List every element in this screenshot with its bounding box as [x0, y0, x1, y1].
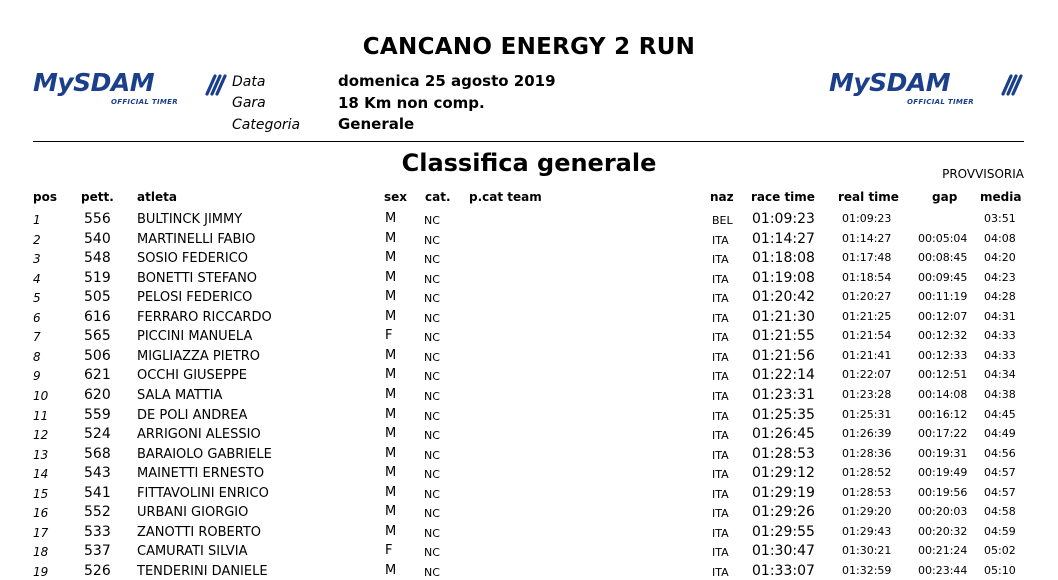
- row-naz: BEL: [712, 214, 733, 227]
- logo-swirl-icon: [203, 72, 229, 98]
- row-pos: 19: [33, 564, 49, 579]
- row-naz: ITA: [712, 292, 729, 306]
- mysdam-logo-right: [829, 70, 1029, 110]
- row-cat: NC: [424, 292, 440, 306]
- row-gap: 00:21:24: [918, 544, 968, 558]
- table-row: [0, 248, 1058, 268]
- row-cat: NC: [424, 311, 440, 325]
- table-row: [0, 522, 1058, 542]
- row-race-time: 01:29:55: [752, 523, 815, 540]
- row-media: 04:34: [984, 368, 1016, 382]
- row-sex: M: [385, 426, 397, 442]
- row-cat: NC: [424, 370, 440, 384]
- row-media: 05:10: [984, 563, 1016, 577]
- row-gap: 00:05:04: [918, 231, 968, 245]
- table-row: [0, 307, 1058, 327]
- row-cat: NC: [424, 389, 440, 403]
- row-cat: NC: [424, 233, 440, 247]
- row-pos: 1: [33, 213, 41, 227]
- row-atleta: MARTINELLI FABIO: [137, 231, 256, 247]
- row-gap: 00:08:45: [918, 251, 968, 265]
- header-divider: [33, 141, 1024, 142]
- row-real-time: 01:30:21: [842, 544, 892, 558]
- col-header-atleta: atleta: [137, 190, 177, 204]
- row-naz: ITA: [712, 546, 729, 560]
- meta-value-data: domenica 25 agosto 2019: [338, 72, 556, 90]
- row-media: 04:33: [984, 348, 1016, 362]
- row-sex: M: [385, 367, 397, 383]
- row-race-time: 01:20:42: [752, 289, 815, 306]
- row-real-time: 01:25:31: [842, 407, 892, 421]
- col-header-cat: cat.: [425, 190, 451, 204]
- logo-wordmark: MySDAM: [829, 68, 951, 97]
- row-naz: ITA: [712, 409, 729, 423]
- row-sex: M: [385, 562, 397, 578]
- row-sex: M: [385, 445, 397, 461]
- row-real-time: 01:17:48: [842, 251, 892, 265]
- row-pett: 559: [84, 406, 111, 423]
- row-sex: M: [385, 484, 397, 500]
- row-pett: 533: [84, 523, 111, 540]
- row-sex: M: [385, 230, 397, 246]
- row-race-time: 01:19:08: [752, 269, 815, 286]
- row-race-time: 01:26:45: [752, 426, 815, 443]
- row-gap: 00:17:22: [918, 427, 968, 441]
- row-atleta: TENDERINI DANIELE: [137, 563, 268, 579]
- row-pos: 12: [33, 428, 49, 443]
- row-gap: 00:12:33: [918, 348, 968, 362]
- row-media: 04:28: [984, 290, 1016, 304]
- table-row: [0, 483, 1058, 503]
- row-atleta: FITTAVOLINI ENRICO: [137, 485, 269, 501]
- row-media: 03:51: [984, 212, 1016, 225]
- row-race-time: 01:14:27: [752, 230, 815, 247]
- row-sex: M: [385, 523, 397, 539]
- row-naz: ITA: [712, 272, 729, 286]
- row-media: 04:38: [984, 387, 1016, 401]
- row-gap: 00:19:31: [918, 446, 968, 460]
- row-naz: ITA: [712, 468, 729, 482]
- row-pett: 565: [84, 328, 111, 345]
- row-sex: M: [385, 504, 397, 520]
- table-row: [0, 541, 1058, 561]
- table-row: [0, 444, 1058, 464]
- row-race-time: 01:18:08: [752, 250, 815, 267]
- row-real-time: 01:26:39: [842, 427, 892, 441]
- row-naz: ITA: [712, 311, 729, 325]
- row-gap: 00:19:56: [918, 485, 968, 499]
- row-cat: NC: [424, 272, 440, 286]
- row-sex: M: [385, 347, 397, 363]
- row-real-time: 01:09:23: [842, 212, 892, 225]
- row-pos: 13: [33, 447, 49, 462]
- row-pos: 11: [33, 408, 49, 423]
- row-naz: ITA: [712, 565, 729, 579]
- row-naz: ITA: [712, 350, 729, 364]
- row-gap: 00:12:07: [918, 309, 968, 323]
- row-media: 04:56: [984, 446, 1016, 460]
- row-sex: M: [385, 250, 397, 266]
- row-real-time: 01:18:54: [842, 270, 892, 284]
- col-header-pos: pos: [33, 190, 57, 204]
- row-real-time: 01:20:27: [842, 290, 892, 304]
- row-media: 04:45: [984, 407, 1016, 421]
- row-race-time: 01:29:19: [752, 484, 815, 501]
- row-media: 04:49: [984, 427, 1016, 441]
- row-race-time: 01:09:23: [752, 211, 815, 227]
- row-real-time: 01:28:53: [842, 485, 892, 499]
- row-naz: ITA: [712, 507, 729, 521]
- row-pos: 6: [33, 310, 41, 325]
- mysdam-logo-left: [33, 70, 233, 110]
- row-pos: 18: [33, 545, 49, 560]
- col-header-naz: naz: [710, 190, 734, 204]
- row-media: 04:57: [984, 485, 1016, 499]
- row-media: 04:59: [984, 524, 1016, 538]
- row-naz: ITA: [712, 370, 729, 384]
- row-atleta: OCCHI GIUSEPPE: [137, 368, 247, 384]
- row-pos: 7: [33, 330, 41, 345]
- row-race-time: 01:25:35: [752, 406, 815, 423]
- row-race-time: 01:23:31: [752, 386, 815, 403]
- row-gap: 00:14:08: [918, 387, 968, 401]
- row-race-time: 01:28:53: [752, 445, 815, 462]
- row-atleta: FERRARO RICCARDO: [137, 309, 272, 325]
- row-atleta: BONETTI STEFANO: [137, 270, 258, 286]
- meta-label-categoria: Categoria: [232, 117, 301, 133]
- row-gap: 00:20:03: [918, 505, 968, 519]
- row-pett: 552: [84, 504, 111, 521]
- row-atleta: PELOSI FEDERICO: [137, 290, 253, 306]
- row-race-time: 01:33:07: [752, 562, 815, 579]
- meta-label-gara: Gara: [232, 95, 266, 111]
- row-media: 04:58: [984, 505, 1016, 519]
- row-real-time: 01:22:07: [842, 368, 892, 382]
- row-sex: M: [385, 308, 397, 324]
- section-title: Classifica generale: [401, 149, 657, 177]
- col-header-race-time: race time: [751, 190, 815, 204]
- row-sex: F: [385, 543, 393, 559]
- row-media: 04:23: [984, 270, 1016, 284]
- row-cat: NC: [424, 409, 440, 423]
- row-naz: ITA: [712, 429, 729, 443]
- row-pett: 540: [84, 230, 111, 247]
- table-row: [0, 365, 1058, 385]
- row-cat: NC: [424, 526, 440, 540]
- row-pos: 14: [33, 467, 49, 482]
- row-media: 05:02: [984, 544, 1016, 558]
- row-pos: 10: [33, 388, 49, 403]
- row-naz: ITA: [712, 487, 729, 501]
- row-media: 04:33: [984, 329, 1016, 343]
- row-sex: M: [385, 289, 397, 305]
- row-real-time: 01:14:27: [842, 231, 892, 245]
- table-row: [0, 561, 1058, 580]
- row-gap: 00:16:12: [918, 407, 968, 421]
- row-gap: 00:11:19: [918, 290, 968, 304]
- row-pos: 8: [33, 349, 41, 364]
- logo-swirl-icon: [999, 72, 1025, 98]
- row-cat: NC: [424, 507, 440, 521]
- row-naz: ITA: [712, 253, 729, 267]
- row-pos: 9: [33, 369, 41, 384]
- row-race-time: 01:22:14: [752, 367, 815, 384]
- row-cat: NC: [424, 448, 440, 462]
- meta-value-gara: 18 Km non comp.: [338, 94, 485, 112]
- row-sex: M: [385, 465, 397, 481]
- row-cat: NC: [424, 487, 440, 501]
- meta-label-data: Data: [232, 74, 266, 90]
- status-badge: PROVVISORIA: [942, 167, 1024, 181]
- col-header-media: media: [980, 190, 1022, 204]
- row-pett: 556: [84, 211, 111, 227]
- row-atleta: SALA MATTIA: [137, 387, 223, 403]
- row-gap: 00:12:32: [918, 329, 968, 343]
- row-cat: NC: [424, 350, 440, 364]
- row-sex: M: [385, 211, 397, 226]
- row-real-time: 01:29:43: [842, 524, 892, 538]
- row-atleta: DE POLI ANDREA: [137, 407, 248, 423]
- col-header-sex: sex: [384, 190, 408, 204]
- row-real-time: 01:21:41: [842, 348, 892, 362]
- row-pos: 4: [33, 271, 41, 286]
- row-pett: 543: [84, 465, 111, 482]
- row-atleta: CAMURATI SILVIA: [137, 544, 248, 560]
- row-sex: M: [385, 386, 397, 402]
- row-media: 04:31: [984, 309, 1016, 323]
- row-atleta: SOSIO FEDERICO: [137, 251, 249, 267]
- row-gap: 00:12:51: [918, 368, 968, 382]
- logo-tagline: OFFICIAL TIMER: [111, 98, 178, 106]
- table-row: [0, 463, 1058, 483]
- row-pett: 620: [84, 386, 111, 403]
- row-media: 04:57: [984, 466, 1016, 480]
- row-pett: 537: [84, 543, 111, 560]
- row-real-time: 01:23:28: [842, 387, 892, 401]
- row-cat: NC: [424, 468, 440, 482]
- row-real-time: 01:29:20: [842, 505, 892, 519]
- row-naz: ITA: [712, 389, 729, 403]
- page-title: CANCANO ENERGY 2 RUN: [362, 34, 696, 60]
- row-pos: 5: [33, 291, 41, 306]
- row-race-time: 01:21:30: [752, 308, 815, 325]
- row-real-time: 01:21:54: [842, 329, 892, 343]
- row-real-time: 01:28:36: [842, 446, 892, 460]
- row-pos: 17: [33, 525, 49, 540]
- row-pett: 505: [84, 289, 111, 306]
- row-cat: NC: [424, 214, 440, 227]
- row-gap: 00:09:45: [918, 270, 968, 284]
- row-naz: ITA: [712, 233, 729, 247]
- meta-value-categoria: Generale: [338, 115, 415, 133]
- table-row: [0, 287, 1058, 307]
- row-naz: ITA: [712, 331, 729, 345]
- row-gap: 00:20:32: [918, 524, 968, 538]
- row-pett: 519: [84, 269, 111, 286]
- row-race-time: 01:21:56: [752, 347, 815, 364]
- row-atleta: BULTINCK JIMMY: [137, 212, 243, 227]
- row-cat: NC: [424, 546, 440, 560]
- row-pett: 568: [84, 445, 111, 462]
- row-pos: 15: [33, 486, 49, 501]
- row-pett: 616: [84, 308, 111, 325]
- row-atleta: PICCINI MANUELA: [137, 329, 253, 345]
- row-cat: NC: [424, 429, 440, 443]
- row-atleta: MAINETTI ERNESTO: [137, 466, 265, 482]
- row-pett: 506: [84, 347, 111, 364]
- row-sex: F: [385, 328, 393, 344]
- row-cat: NC: [424, 331, 440, 345]
- row-gap: 00:23:44: [918, 563, 968, 577]
- row-race-time: 01:30:47: [752, 543, 815, 560]
- table-row: [0, 424, 1058, 444]
- table-row: [0, 229, 1058, 249]
- row-pett: 548: [84, 250, 111, 267]
- row-cat: NC: [424, 253, 440, 267]
- row-pett: 621: [84, 367, 111, 384]
- row-atleta: ZANOTTI ROBERTO: [137, 524, 262, 540]
- row-media: 04:08: [984, 231, 1016, 245]
- table-row: [0, 326, 1058, 346]
- row-race-time: 01:29:26: [752, 504, 815, 521]
- table-row: [0, 209, 1058, 229]
- row-real-time: 01:21:25: [842, 309, 892, 323]
- row-race-time: 01:21:55: [752, 328, 815, 345]
- row-sex: M: [385, 269, 397, 285]
- row-naz: ITA: [712, 526, 729, 540]
- row-cat: NC: [424, 565, 440, 579]
- row-pos: 3: [33, 252, 41, 267]
- row-gap: 00:19:49: [918, 466, 968, 480]
- col-header-real-time: real time: [838, 190, 899, 204]
- table-row: [0, 405, 1058, 425]
- row-media: 04:20: [984, 251, 1016, 265]
- row-real-time: 01:32:59: [842, 563, 892, 577]
- row-naz: ITA: [712, 448, 729, 462]
- col-header-gap: gap: [932, 190, 958, 204]
- row-race-time: 01:29:12: [752, 465, 815, 482]
- row-pett: 524: [84, 426, 111, 443]
- col-header-pcat-team: p.cat team: [469, 190, 542, 204]
- table-row: [0, 346, 1058, 366]
- row-real-time: 01:28:52: [842, 466, 892, 480]
- logo-wordmark: MySDAM: [33, 68, 155, 97]
- row-atleta: MIGLIAZZA PIETRO: [137, 348, 261, 364]
- table-row: [0, 268, 1058, 288]
- row-pett: 526: [84, 562, 111, 579]
- row-atleta: BARAIOLO GABRIELE: [137, 446, 272, 462]
- col-header-pett: pett.: [81, 190, 114, 204]
- logo-tagline: OFFICIAL TIMER: [907, 98, 974, 106]
- row-sex: M: [385, 406, 397, 422]
- row-atleta: URBANI GIORGIO: [137, 505, 249, 521]
- row-pett: 541: [84, 484, 111, 501]
- row-pos: 16: [33, 506, 49, 521]
- row-pos: 2: [33, 232, 41, 247]
- table-row: [0, 502, 1058, 522]
- row-atleta: ARRIGONI ALESSIO: [137, 427, 261, 443]
- table-row: [0, 385, 1058, 405]
